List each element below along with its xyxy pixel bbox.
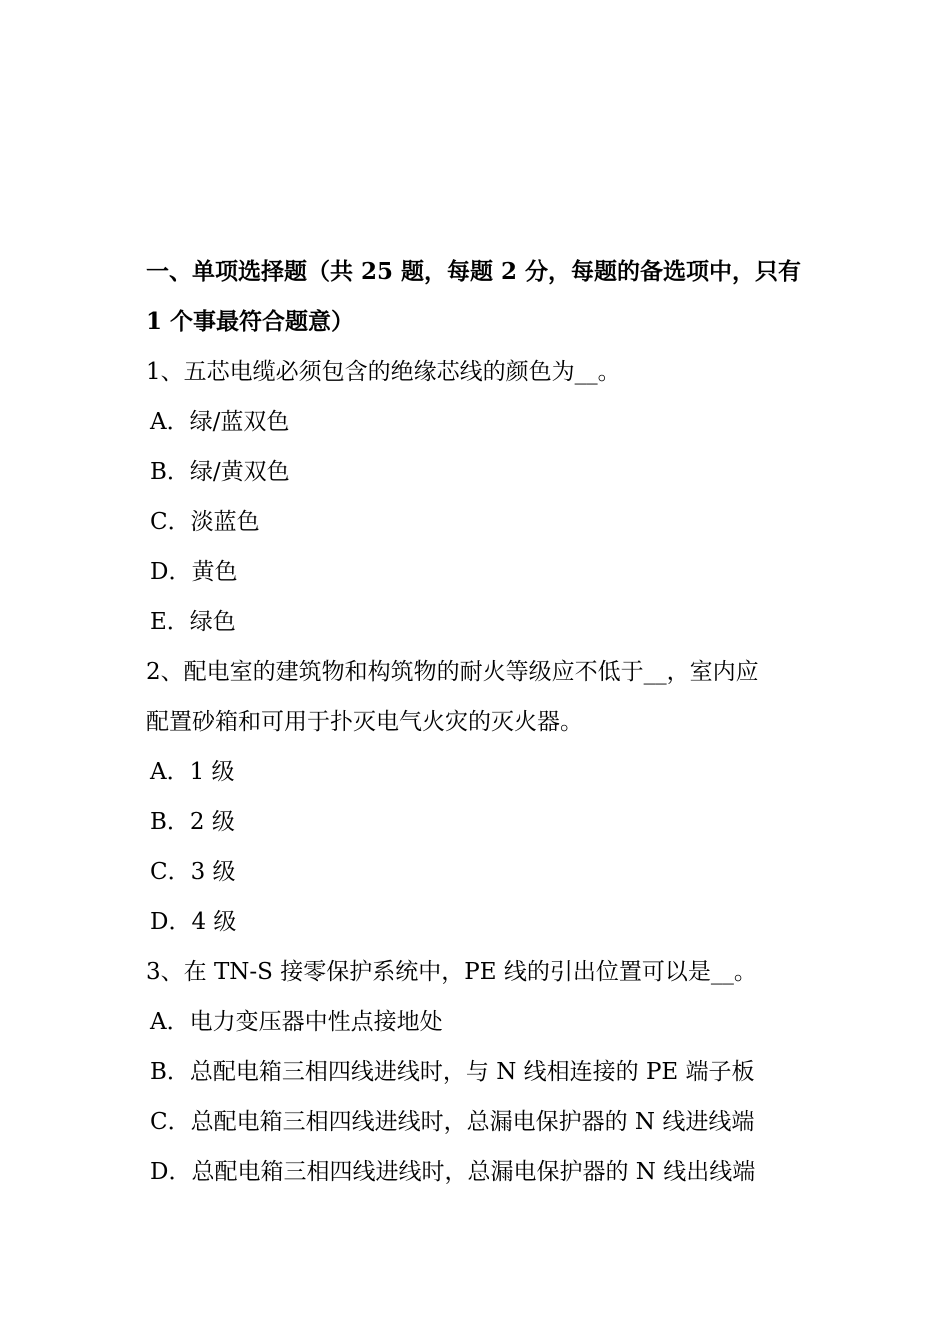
option-e: E．绿色 xyxy=(150,609,236,635)
option-a: A．绿/蓝双色 xyxy=(150,409,290,435)
question-list xyxy=(146,247,816,1197)
question-stem: 3、在 TN-S 接零保护系统中，PE 线的引出位置可以是__。 xyxy=(146,959,757,985)
question-2 xyxy=(146,647,816,947)
question-stem: 1、五芯电缆必须包含的绝缘芯线的颜色为__。 xyxy=(146,359,621,385)
option-d: D．4 级 xyxy=(150,909,237,935)
option-a: A．电力变压器中性点接地处 xyxy=(150,1009,443,1035)
option-c: C．总配电箱三相四线进线时，总漏电保护器的 N 线进线端 xyxy=(150,1109,755,1135)
option-c: C．3 级 xyxy=(150,859,236,885)
option-d: D．总配电箱三相四线进线时，总漏电保护器的 N 线出线端 xyxy=(150,1159,756,1185)
option-c: C．淡蓝色 xyxy=(150,509,260,535)
option-a: A．1 级 xyxy=(150,759,235,785)
option-b: B．绿/黄双色 xyxy=(150,459,290,485)
question-stem-continued: 配置砂箱和可用于扑灭电气火灾的灭火器。 xyxy=(146,709,583,735)
section-heading-line-2: 1 个事最符合题意） xyxy=(146,308,355,335)
question-3 xyxy=(146,947,816,1197)
section-heading-line-1: 一、单项选择题（共 25 题，每题 2 分，每题的备选项中，只有 xyxy=(146,258,802,285)
question-1 xyxy=(146,347,816,647)
question-stem: 2、配电室的建筑物和构筑物的耐火等级应不低于__，室内应 xyxy=(146,659,759,685)
option-d: D．黄色 xyxy=(150,559,238,585)
option-b: B．总配电箱三相四线进线时，与 N 线相连接的 PE 端子板 xyxy=(150,1059,755,1085)
option-b: B．2 级 xyxy=(150,809,235,835)
